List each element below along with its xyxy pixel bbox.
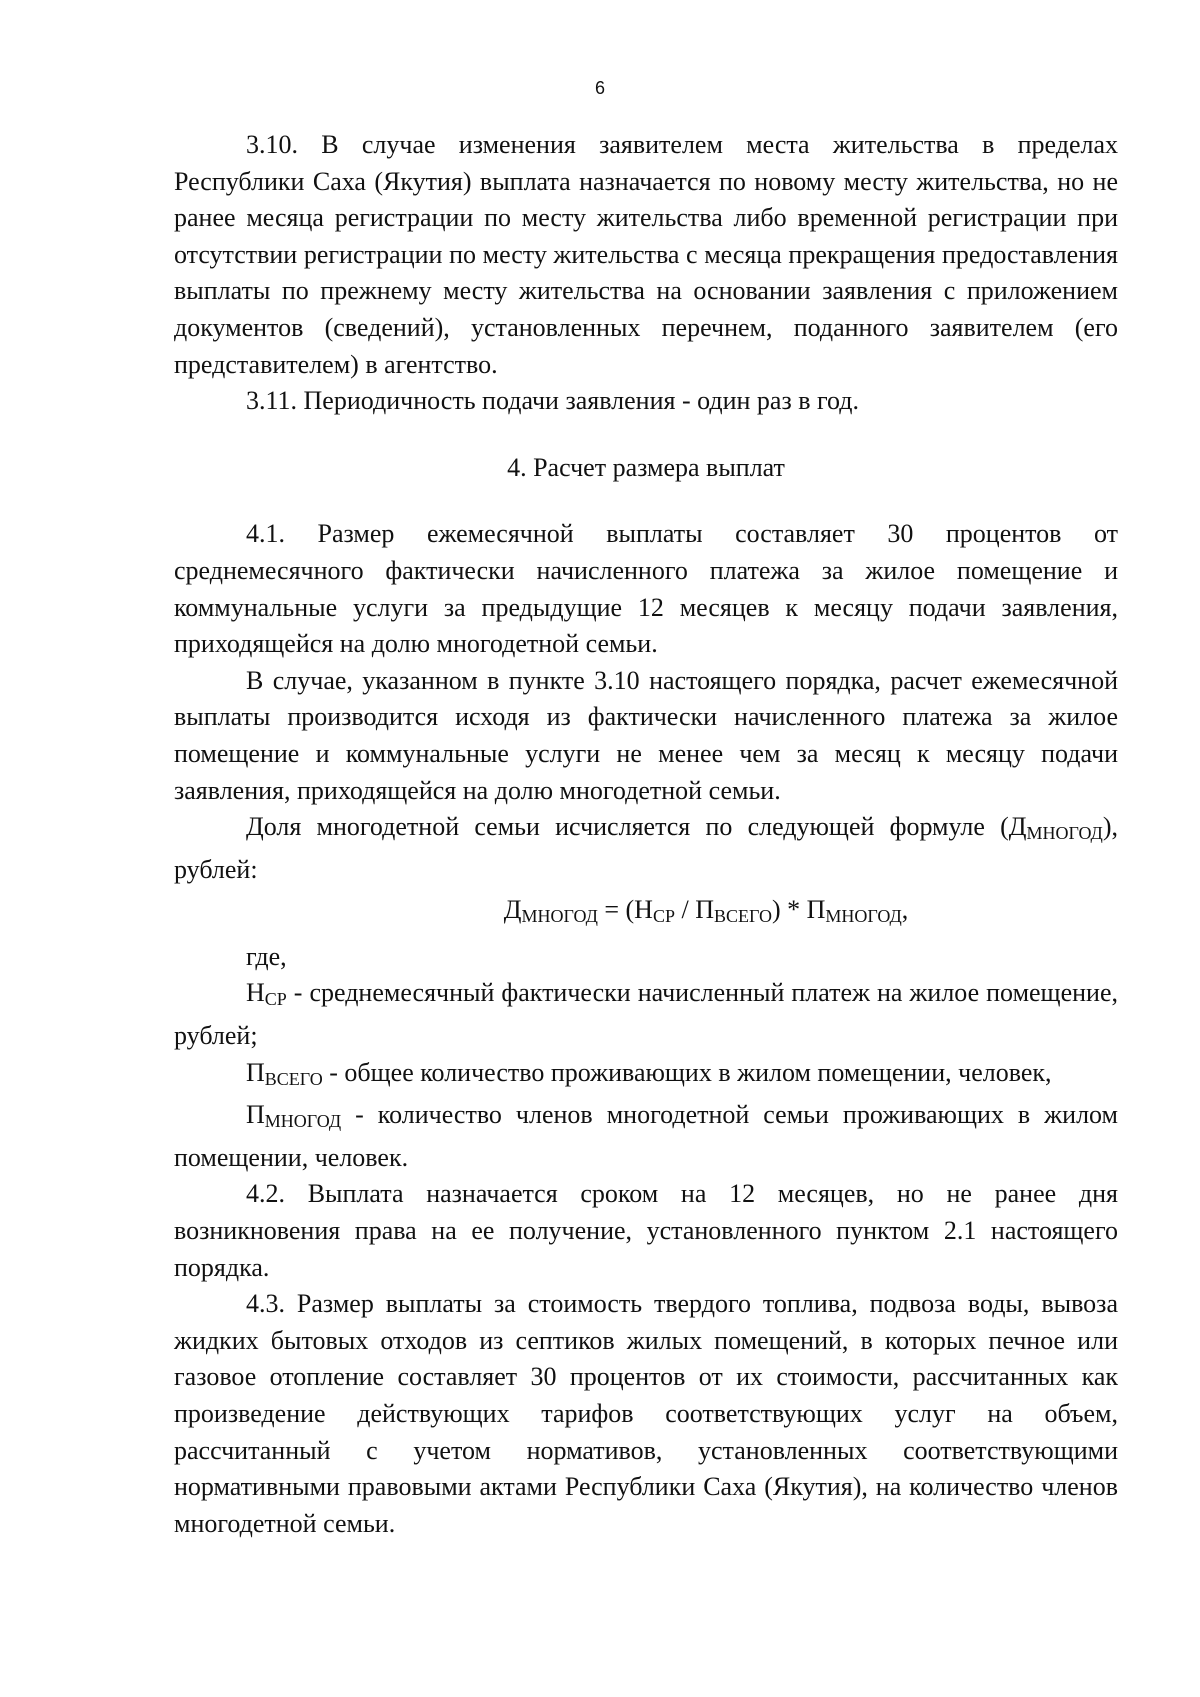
definition-pm-text: - количество членов многодетной семьи проживающих в жилом помещении, человек.: [174, 1100, 1118, 1172]
formula-close: ) * П: [771, 895, 826, 925]
definition-h-subscript: СР: [264, 989, 287, 1010]
definition-pm-subscript: МНОГОД: [264, 1111, 342, 1132]
paragraph-3-11: 3.11. Периодичность подачи заявления - один раз в год.: [246, 386, 859, 416]
paragraph-4-2: 4.2. Выплата назначается сроком на 12 месяцев, но не ранее дня возникновения права на ее получение, установленного пунктом 2.1 настоящего порядка.: [174, 1179, 1118, 1282]
formula-eq: = (Н: [597, 895, 653, 925]
section-4-heading: 4. Расчет размера выплат: [507, 452, 785, 482]
definition-h: [174, 975, 1118, 1054]
paragraph-4-1-case: В случае, указанном в пункте 3.10 настоящего порядка, расчет ежемесячной выплаты производится исходя из фактически начисленного платежа за жилое помещение и коммунальные услуги не менее чем за месяц к месяцу подачи заявления, приходящейся на долю многодетной семьи.: [174, 665, 1118, 805]
formula: [174, 892, 1118, 935]
paragraph-4-1: 4.1. Размер ежемесячной выплаты составляет 30 процентов от среднемесячного фактически начисленного платежа за жилое помещение и коммунальные услуги за предыдущие 12 месяцев к месяцу подачи заявления, приходящейся на долю многодетной семьи.: [174, 519, 1118, 659]
definition-pm-symbol: П: [246, 1100, 265, 1130]
where-label: где,: [246, 941, 287, 971]
formula-pm-subscript: МНОГОД: [825, 906, 902, 927]
definition-p-subscript: ВСЕГО: [264, 1068, 323, 1089]
share-intro-text-a: Доля многодетной семьи исчисляется по следующей формуле (Д: [246, 812, 1027, 842]
formula-d-subscript: МНОГОД: [521, 906, 598, 927]
formula-end: ,: [901, 895, 909, 925]
share-intro: [174, 809, 1118, 888]
definition-pm: [174, 1097, 1118, 1176]
definition-p-text: - общее количество проживающих в жилом помещении, человек,: [322, 1057, 1052, 1087]
definition-p-symbol: П: [246, 1057, 265, 1087]
formula-slash: / П: [674, 895, 714, 925]
document-body: [174, 127, 1118, 1542]
formula-h-subscript: СР: [652, 906, 675, 927]
share-intro-subscript: МНОГОД: [1026, 823, 1103, 844]
share-intro-text-b: ), рублей:: [174, 812, 1118, 884]
paragraph-4-3: 4.3. Размер выплаты за стоимость твердого топлива, подвоза воды, вывоза жидких бытовых отходов из септиков жилых помещений, в которых печное или газовое отопление составляет 30 процентов от их стоимости, рассчитанных как произведение действующих тарифов соответствующих услуг на объем, рассчитанный с учетом нормативов, установленных соответствующими нормативными правовыми актами Республики Саха (Якутия), на количество членов многодетной семьи.: [174, 1289, 1118, 1538]
definition-h-text: - среднемесячный фактически начисленный платеж на жилое помещение, рублей;: [174, 978, 1118, 1051]
formula-p-subscript: ВСЕГО: [713, 906, 772, 927]
page-number: 6: [594, 78, 605, 98]
formula-d: Д: [503, 895, 522, 925]
paragraph-3-10: 3.10. В случае изменения заявителем места жительства в пределах Республики Саха (Якутия) выплата назначается по новому месту жительства, но не ранее месяца регистрации по месту жительства либо временной регистрации при отсутствии регистрации по месту жительства с месяца прекращения предоставления выплаты по прежнему месту жительства на основании заявления с приложением документов (сведений), установленных перечнем, поданного заявителем (его представителем) в агентство.: [174, 130, 1118, 379]
definition-h-symbol: Н: [246, 978, 265, 1008]
definition-p: [174, 1055, 1118, 1098]
